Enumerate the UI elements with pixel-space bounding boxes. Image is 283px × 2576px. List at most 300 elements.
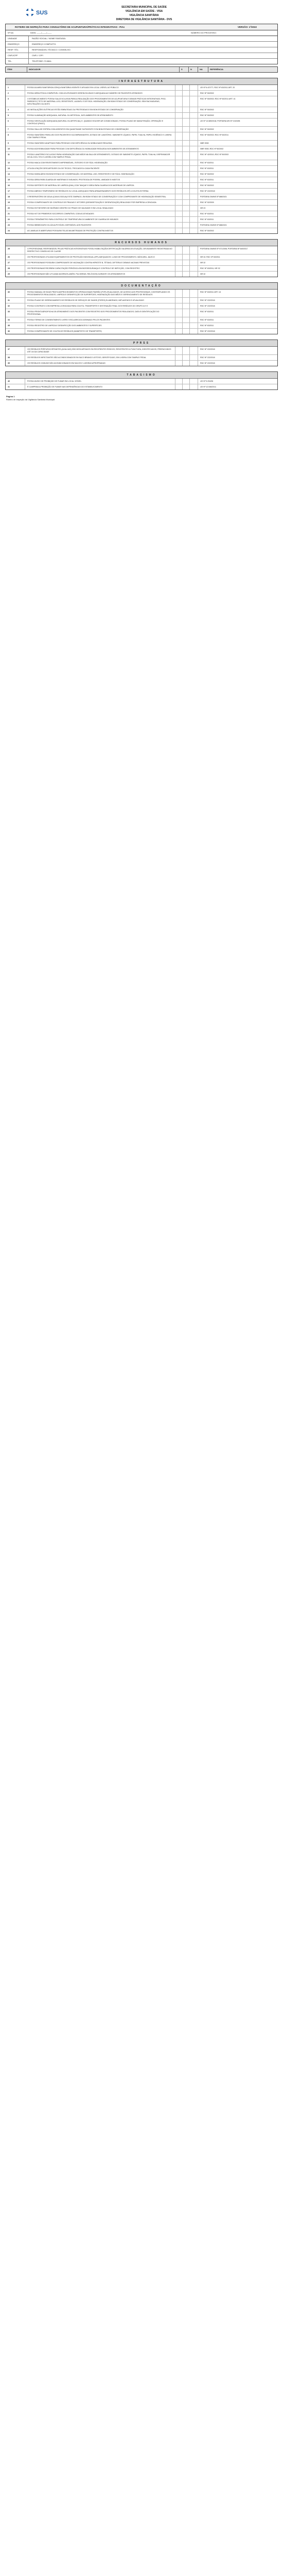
item-number: 32 (6, 303, 25, 309)
section-spacer (5, 277, 278, 282)
answer-cell-na[interactable] (190, 223, 198, 228)
item-number: 26 (6, 255, 25, 260)
answer-cell-na[interactable] (190, 255, 198, 260)
checklist-row (6, 323, 277, 329)
item-reference: NR 32; RDC Nº 63/2011 (200, 256, 220, 258)
checklist-row (6, 85, 277, 91)
answer-cell-n[interactable] (183, 329, 190, 334)
answer-cell-n[interactable] (183, 361, 190, 366)
section-spacer (5, 234, 278, 239)
answer-cell-s[interactable] (175, 189, 183, 194)
checklist-row (6, 91, 277, 96)
item-indicator: POSSUI REGISTRO DE LIMPEZA E DESINFECÇÃO DOS AMBIENTES E SUPERFÍCIES (25, 323, 175, 328)
item-reference: PORTARIA GM/MS Nº 888/2021 (200, 224, 227, 226)
answer-cell-s[interactable] (175, 172, 183, 177)
checklist-row (6, 255, 277, 260)
checklist-row (6, 217, 277, 223)
answer-cell-s[interactable] (175, 347, 183, 354)
answer-cell-s[interactable] (175, 317, 183, 323)
item-reference: RDC Nº 63/2011 (200, 167, 214, 170)
item-indicator: POSSUI MOBILIÁRIO EM BOM ESTADO DE CONSERVAÇÃO, DE MATERIAL LISO, RESISTENTE E DE FÁCIL HIGIENIZAÇÃO (25, 172, 175, 177)
item-reference: RDC Nº 63/2011 (200, 213, 214, 215)
item-indicator: POSSUI ÁREA PARA GUARDA DE MATERIAIS E INSUMOS, PROTEGIDA DE POEIRA, UMIDADE E INSETOS (25, 177, 175, 182)
item-indicator: O RESERVATÓRIO DE ÁGUA (CAIXA D'ÁGUA) ESTÁ TAMPADO, EM BOM ESTADO DE CONSERVAÇÃO E COM COMPROVANTE DE HIGIENIZAÇÃO SEMESTRAL (25, 194, 175, 199)
answer-cell-n[interactable] (183, 172, 190, 177)
section-title: DOCUMENTAÇÃO (6, 283, 277, 290)
answer-cell-n[interactable] (183, 384, 190, 389)
checklist-row (6, 211, 277, 217)
item-indicator: POSSUI DEPÓSITO DE MATERIAL DE LIMPEZA (DML) COM TANQUE E ÁREA PARA GUARDA DOS MATERIAIS DE LIMPEZA (25, 183, 175, 188)
answer-cell-n[interactable] (183, 266, 190, 271)
item-indicator: É CUMPRIDA A PROIBIÇÃO DE FUMAR NAS DEPENDÊNCIAS DO ESTABELECIMENTO (25, 384, 175, 389)
checklist-sections (5, 73, 278, 390)
checklist-row (6, 228, 277, 233)
answer-cell-n[interactable] (183, 200, 190, 205)
item-number: 19 (6, 200, 25, 205)
item-indicator: POSSUI AVISO DE PROIBIÇÃO DE FUMAR EM LOCAL VISÍVEL (25, 379, 175, 384)
answer-cell-s[interactable] (175, 200, 183, 205)
item-reference: RDC Nº 222/2018 (200, 330, 215, 332)
checklist-row (6, 146, 277, 152)
item-reference: LEI Nº 13.589/2018; PORTARIA MS Nº 3.523/98 (200, 120, 240, 122)
answer-cell-na[interactable] (190, 317, 198, 323)
answer-cell-s[interactable] (175, 160, 183, 165)
item-reference: LEI Nº 12.546/2011 (200, 386, 217, 388)
answer-cell-na[interactable] (190, 96, 198, 107)
info-key: UNIDADE (6, 36, 29, 41)
item-indicator: POSSUI PLANO DE GERENCIAMENTO DE RESÍDUOS DE SERVIÇOS DE SAÚDE (PGRSS) ELABORADO, IMPLANTADO E ATUALIZADO (25, 298, 175, 303)
checklist-row (6, 266, 277, 272)
establishment-info (5, 36, 278, 64)
answer-cell-s[interactable] (175, 329, 183, 334)
checklist-row (6, 152, 277, 160)
answer-cell-s[interactable] (175, 309, 183, 317)
item-reference: PORTARIA GM/MS Nº 888/2021 (200, 196, 227, 198)
meta-process: NÚMERO DO PROCESSO: (191, 31, 217, 34)
answer-cell-s[interactable] (175, 152, 183, 160)
answer-cell-s[interactable] (175, 107, 183, 112)
header-line: DIRETORIA DE VIGILÂNCIA SANITÁRIA - DVS (116, 18, 172, 21)
checklist-row (6, 355, 277, 361)
checklist-row (6, 189, 277, 194)
checklist-row (6, 309, 277, 317)
item-number: 10 (6, 146, 25, 151)
item-indicator: O PROFISSIONAL RESPONSÁVEL PELAS PRÁTICAS INTEGRATIVAS POSSUI HABILITAÇÃO/CERTIFICAÇÃO NA ÁREA DE ATUAÇÃO, DEVIDAMENTE REGISTRADA NO RESPECTIVO CONSELHO DE CLASSE (25, 246, 175, 254)
item-number: 8 (6, 132, 25, 140)
answer-cell-n[interactable] (183, 260, 190, 265)
answer-cell-n[interactable] (183, 160, 190, 165)
answer-cell-n[interactable] (183, 183, 190, 188)
answer-cell-s[interactable] (175, 183, 183, 188)
item-number: 30 (6, 290, 25, 297)
item-number: 20 (6, 206, 25, 211)
item-indicator: POSSUI SANITÁRIO PARA USO DOS PACIENTES E ACOMPANHANTES, DOTADO DE LAVATÓRIO, SABONETE LÍQUIDO, PAPEL TOALHA, PAPEL HIGIÊNICO E LIXEIRA COM TAMPA E PEDAL (25, 132, 175, 140)
answer-cell-s[interactable] (175, 113, 183, 118)
item-indicator: POSSUI BEBEDOURO OU ÁGUA POTÁVEL DISPONÍVEL AOS PACIENTES (25, 223, 175, 228)
answer-cell-s[interactable] (175, 91, 183, 96)
document-title (5, 24, 278, 30)
item-reference: RDC Nº 222/2018 (200, 305, 215, 307)
checklist-row (6, 107, 277, 113)
answer-cell-n[interactable] (183, 217, 190, 222)
item-number: 17 (6, 189, 25, 194)
answer-cell-s[interactable] (175, 118, 183, 126)
answer-cell-s[interactable] (175, 361, 183, 366)
checklist-section (5, 371, 278, 390)
answer-cell-n[interactable] (183, 355, 190, 360)
info-key: RESP. TÉC. (6, 47, 29, 53)
answer-cell-na[interactable] (190, 290, 198, 297)
answer-cell-s[interactable] (175, 260, 183, 265)
item-reference: RDC Nº 63/2011 (200, 311, 214, 313)
answer-cell-n[interactable] (183, 91, 190, 96)
item-reference: RDC Nº 42/2010; RDC Nº 50/2002 (200, 154, 229, 156)
answer-cell-n[interactable] (183, 298, 190, 303)
item-indicator: OS PROFISSIONAIS RECEBEM CAPACITAÇÃO PERIÓDICA EM BIOSSEGURANÇA E CONTROLE DE INFECÇÃO, COM REGISTRO (25, 266, 175, 271)
answer-cell-na[interactable] (190, 132, 198, 140)
item-number: 7 (6, 127, 25, 132)
item-indicator: OS RESÍDUOS INFECTANTES SÃO ACONDICIONADOS EM SACO BRANCO LEITOSO, IDENTIFICADO, EM LIXEIRA COM TAMPA E PEDAL (25, 355, 175, 360)
answer-cell-n[interactable] (183, 228, 190, 233)
checklist-row (6, 127, 277, 132)
answer-cell-n[interactable] (183, 379, 190, 384)
item-reference: LEI Nº 6.437/77; RDC Nº 63/2011 ART. 20 (200, 87, 235, 89)
col-item: ITEM (6, 67, 27, 72)
answer-cell-na[interactable] (190, 113, 198, 118)
answer-cell-s[interactable] (175, 217, 183, 222)
col-na: NA (198, 67, 208, 72)
answer-cell-n[interactable] (183, 211, 190, 216)
item-reference: RDC Nº 63/2011 ART. 18 (200, 291, 221, 293)
item-number: 40 (6, 379, 25, 384)
item-reference: RDC Nº 50/2002 (200, 230, 214, 232)
checklist-row (6, 206, 277, 211)
answer-cell-s[interactable] (175, 85, 183, 90)
answer-cell-na[interactable] (190, 85, 198, 90)
answer-cell-n[interactable] (183, 246, 190, 254)
answer-cell-s[interactable] (175, 141, 183, 146)
item-reference: RDC Nº 50/2002 (200, 184, 214, 187)
answer-cell-na[interactable] (190, 118, 198, 126)
answer-cell-n[interactable] (183, 189, 190, 194)
answer-cell-n[interactable] (183, 317, 190, 323)
item-reference: RDC Nº 50/2002; RDC Nº 63/2011 (200, 134, 229, 136)
answer-cell-na[interactable] (190, 355, 198, 360)
item-number: 1 (6, 85, 25, 90)
item-indicator: POSSUI COMPROVANTE DE COLETA DE RESÍDUOS (MANIFESTO DE TRANSPORTE) (25, 329, 175, 334)
answer-cell-s[interactable] (175, 323, 183, 328)
info-row (6, 47, 277, 53)
item-indicator: OS PROFISSIONAIS POSSUEM COMPROVANTE DE VACINAÇÃO CONTRA HEPATITE B, TÉTANO, DIFTERIA E DEMAIS VACINAS PREVISTAS (25, 260, 175, 265)
item-indicator: POSSUI MANUAL DE BOAS PRÁTICAS/PROCEDIMENTOS OPERACIONAIS PADRÃO (POP) ATUALIZADOS, DE ACESSO AOS PROFISSIONAIS, CONTEMPLANDO OS PROCEDIMENTOS REALIZADOS, LIMPEZA E DESINFECÇÃO DE SUPERFÍCIES, HIGIENIZAÇÃO DAS MÃOS E GERENCIAMENTO DE RESÍDUOS (25, 290, 175, 297)
item-number: 25 (6, 246, 25, 254)
item-reference: NBR 9050; RDC Nº 50/2002 (200, 148, 224, 150)
answer-cell-na[interactable] (190, 127, 198, 132)
section-title: PPRSS (6, 340, 277, 347)
answer-cell-na[interactable] (190, 211, 198, 216)
answer-cell-na[interactable] (190, 347, 198, 354)
answer-cell-na[interactable] (190, 177, 198, 182)
answer-cell-s[interactable] (175, 384, 183, 389)
checklist-section (5, 282, 278, 334)
section-spacer (5, 73, 278, 78)
answer-cell-na[interactable] (190, 146, 198, 151)
answer-cell-na[interactable] (190, 246, 198, 254)
meta-row (5, 30, 278, 36)
answer-cell-n[interactable] (183, 323, 190, 328)
answer-cell-na[interactable] (190, 309, 198, 317)
item-indicator: AS JANELAS E ABERTURAS POSSUEM TELAS MILIMETRADAS DE PROTEÇÃO CONTRA INSETOS (25, 228, 175, 233)
item-reference: RDC Nº 50/2002 (200, 128, 214, 130)
item-number: 14 (6, 172, 25, 177)
answer-cell-na[interactable] (190, 323, 198, 328)
checklist-row (6, 329, 277, 334)
header-line: VIGILÂNCIA SANITÁRIA (129, 14, 159, 17)
section-spacer (5, 366, 278, 371)
answer-cell-s[interactable] (175, 246, 183, 254)
item-reference: RDC Nº 63/2011; NR 32 (200, 267, 220, 269)
item-number: 4 (6, 107, 25, 112)
checklist-row (6, 298, 277, 303)
checklist-row (6, 118, 277, 127)
answer-cell-n[interactable] (183, 127, 190, 132)
item-number: 28 (6, 266, 25, 271)
section-spacer (5, 334, 278, 340)
answer-cell-na[interactable] (190, 272, 198, 277)
item-reference: LEI Nº 9.294/96 (200, 380, 214, 382)
item-reference: RDC Nº 50/2002 (200, 114, 214, 116)
answer-cell-s[interactable] (175, 211, 183, 216)
item-number: 38 (6, 355, 25, 360)
info-value: RESPONSÁVEL TÉCNICO / CONSELHO: (32, 48, 71, 51)
info-key: TEL. (6, 59, 29, 64)
page (5, 0, 278, 401)
item-number: 24 (6, 228, 25, 233)
checklist-row (6, 113, 277, 118)
answer-cell-na[interactable] (190, 228, 198, 233)
answer-cell-s[interactable] (175, 303, 183, 309)
checklist-section (5, 340, 278, 366)
col-n: N (189, 67, 198, 72)
answer-cell-s[interactable] (175, 96, 183, 107)
item-reference: RDC Nº 63/2011 (200, 319, 214, 321)
answer-cell-n[interactable] (183, 166, 190, 171)
item-number: 18 (6, 194, 25, 199)
answer-cell-na[interactable] (190, 172, 198, 177)
answer-cell-na[interactable] (190, 200, 198, 205)
item-indicator: POSSUI VENTILAÇÃO ADEQUADA (NATURAL OU ARTIFICIAL) E, QUANDO HOUVER AR CONDICIONADO, POSSUI PLANO DE MANUTENÇÃO, OPERAÇÃO E CONTROLE (PMOC) (25, 118, 175, 126)
item-reference: RDC Nº 50/2002 (200, 109, 214, 111)
info-row (6, 41, 277, 47)
answer-cell-n[interactable] (183, 132, 190, 140)
item-reference: PORTARIA GM/MS Nº 971/2006; PORTARIA Nº 849/2017 (200, 248, 248, 250)
item-number: 37 (6, 347, 25, 354)
answer-cell-n[interactable] (183, 107, 190, 112)
answer-cell-na[interactable] (190, 194, 198, 199)
answer-cell-s[interactable] (175, 177, 183, 182)
item-number: 27 (6, 260, 25, 265)
answer-cell-s[interactable] (175, 298, 183, 303)
item-reference: RDC Nº 63/2011 (200, 218, 214, 221)
item-number: 23 (6, 223, 25, 228)
item-number: 11 (6, 152, 25, 160)
answer-cell-s[interactable] (175, 166, 183, 171)
answer-cell-na[interactable] (190, 107, 198, 112)
answer-cell-n[interactable] (183, 206, 190, 211)
answer-cell-na[interactable] (190, 298, 198, 303)
header-line: VIGILÂNCIA EM SAÚDE - VISA (125, 10, 163, 13)
answer-cell-n[interactable] (183, 177, 190, 182)
item-reference: NR 23 (200, 207, 206, 209)
item-indicator: POSSUI ILUMINAÇÃO ADEQUADA, NATURAL OU ARTIFICIAL, NOS AMBIENTES DE ATENDIMENTO (25, 113, 175, 118)
checklist-row (6, 194, 277, 200)
answer-cell-n[interactable] (183, 96, 190, 107)
item-indicator: POSSUI KIT DE PRIMEIROS SOCORROS COMPATÍVEL COM AS ATIVIDADES (25, 211, 175, 216)
answer-cell-s[interactable] (175, 379, 183, 384)
answer-cell-s[interactable] (175, 146, 183, 151)
info-value: ENDEREÇO COMPLETO: (32, 43, 57, 45)
item-number: 9 (6, 141, 25, 146)
item-reference: RDC Nº 222/2018 (200, 362, 215, 364)
checklist-section (5, 78, 278, 234)
answer-cell-n[interactable] (183, 347, 190, 354)
item-reference: RDC Nº 222/2018 (200, 299, 215, 301)
info-key: ENDEREÇO (6, 42, 29, 47)
item-reference: RDC Nº 50/2002 (200, 92, 214, 94)
item-indicator: POSSUI ALVARÁ SANITÁRIO/LICENÇA SANITÁRIA VIGENTE E AFIXADO EM LOCAL VISÍVEL AO PÚBLICO (25, 85, 175, 90)
answer-cell-n[interactable] (183, 152, 190, 160)
item-indicator: POSSUI ÁREA FÍSICA COMPATÍVEL COM AS ATIVIDADES DESENVOLVIDAS E ADEQUADA AO NÚMERO DE PACIENTES ATENDIDOS (25, 91, 175, 96)
answer-cell-na[interactable] (190, 361, 198, 366)
item-indicator: O ESTABELECIMENTO POSSUI SALA EXCLUSIVA PARA A REALIZAÇÃO DOS PROCEDIMENTOS DE ACUPUNTURA E DEMAIS PRÁTICAS INTEGRATIVAS; PISO, PAREDES E TETO DE MATERIAL LISO, RESISTENTE, LAVÁVEL E DE FÁCIL HIGIENIZAÇÃO; EM BOM ESTADO DE CONSERVAÇÃO; SEM RACHADURAS, INFILTRAÇÕES OU MOFO (25, 96, 175, 107)
answer-cell-n[interactable] (183, 113, 190, 118)
checklist-row (6, 347, 277, 355)
info-value: RAZÃO SOCIAL / NOME FANTASIA: (32, 37, 66, 40)
answer-cell-na[interactable] (190, 166, 198, 171)
item-number: 35 (6, 323, 25, 328)
answer-cell-s[interactable] (175, 206, 183, 211)
document-header (5, 3, 278, 24)
item-indicator: POSSUI SALA DE ESPERA COM ASSENTOS EM QUANTIDADE SUFICIENTE E EM BOM ESTADO DE CONSERVAÇÃO (25, 127, 175, 132)
answer-cell-na[interactable] (190, 91, 198, 96)
item-indicator: POSSUI SANITÁRIO ADAPTADO PARA PESSOAS COM DEFICIÊNCIA OU MOBILIDADE REDUZIDA (25, 141, 175, 146)
answer-cell-n[interactable] (183, 309, 190, 317)
answer-cell-n[interactable] (183, 272, 190, 277)
item-number: 16 (6, 183, 25, 188)
answer-cell-n[interactable] (183, 255, 190, 260)
checklist-section (5, 239, 278, 277)
answer-cell-n[interactable] (183, 290, 190, 297)
item-number: 12 (6, 160, 25, 165)
item-reference: RDC Nº 50/2002; RDC Nº 63/2011 ART. 41 (200, 98, 236, 100)
item-reference: RDC Nº 63/2011 (200, 325, 214, 327)
answer-cell-s[interactable] (175, 355, 183, 360)
checklist-row (6, 183, 277, 189)
col-indicator: INDICADOR (27, 67, 180, 72)
item-indicator: POSSUI ABRIGO TEMPORÁRIO DE RESÍDUOS OU LOCAL ADEQUADO PARA ARMAZENAMENTO DOS RESÍDUOS ATÉ A COLETA EXTERNA (25, 189, 175, 194)
checklist-row (6, 172, 277, 177)
answer-cell-s[interactable] (175, 127, 183, 132)
item-number: 3 (6, 96, 25, 107)
checklist-row (6, 317, 277, 323)
answer-cell-na[interactable] (190, 152, 198, 160)
answer-cell-s[interactable] (175, 194, 183, 199)
col-reference: REFERÊNCIA (210, 68, 224, 71)
item-reference: NBR 9050 (200, 142, 209, 144)
checklist-row (6, 384, 277, 389)
answer-cell-n[interactable] (183, 223, 190, 228)
sus-logo (25, 5, 61, 20)
answer-cell-na[interactable] (190, 183, 198, 188)
item-indicator: POSSUI COMPROVANTE DE CONTROLE DE PRAGAS E VETORES (DESINSETIZAÇÃO E DESRATIZAÇÃO) REALIZADO POR EMPRESA LICENCIADA (25, 200, 175, 205)
item-number: 21 (6, 211, 25, 216)
answer-cell-n[interactable] (183, 194, 190, 199)
answer-cell-na[interactable] (190, 217, 198, 222)
answer-cell-s[interactable] (175, 266, 183, 271)
answer-cell-na[interactable] (190, 141, 198, 146)
answer-cell-s[interactable] (175, 223, 183, 228)
answer-cell-s[interactable] (175, 290, 183, 297)
item-reference: RDC Nº 63/2011 (200, 179, 214, 181)
checklist-row (6, 96, 277, 107)
answer-cell-na[interactable] (190, 160, 198, 165)
answer-cell-na[interactable] (190, 303, 198, 309)
checklist-row (6, 132, 277, 141)
section-title: INFRAESTRUTURA (6, 78, 277, 85)
answer-cell-s[interactable] (175, 272, 183, 277)
checklist-row (6, 272, 277, 277)
answer-cell-n[interactable] (183, 146, 190, 151)
item-number: 41 (6, 384, 25, 389)
answer-cell-na[interactable] (190, 206, 198, 211)
checklist-row (6, 290, 277, 298)
answer-cell-na[interactable] (190, 189, 198, 194)
info-row (6, 58, 277, 64)
item-indicator: POSSUI CONTRATO COM EMPRESA LICENCIADA PARA COLETA, TRANSPORTE E DESTINAÇÃO FINAL DOS RESÍDUOS DO GRUPO A E E (25, 303, 175, 309)
item-indicator: POSSUI TERMÔMETRO PARA CONTROLE DE TEMPERATURA DO AMBIENTE DE GUARDA DE INSUMOS (25, 217, 175, 222)
item-number: 2 (6, 91, 25, 96)
info-row (6, 36, 277, 41)
answer-cell-na[interactable] (190, 260, 198, 265)
answer-cell-s[interactable] (175, 228, 183, 233)
checklist-row (6, 200, 277, 206)
answer-cell-na[interactable] (190, 379, 198, 384)
answer-cell-na[interactable] (190, 266, 198, 271)
item-indicator: OS RESÍDUOS PERFUROCORTANTES (AGULHAS) SÃO DESCARTADOS EM RECIPIENTES RÍGIDOS, RESISTENTES À PUNCTURA, IDENTIFICADOS, PREENCHIDOS ATÉ 3/4 DA CAPACIDADE (25, 347, 175, 354)
answer-cell-n[interactable] (183, 118, 190, 126)
answer-cell-na[interactable] (190, 329, 198, 334)
checklist-column-header (5, 66, 278, 73)
checklist-row (6, 160, 277, 166)
item-reference: RDC Nº 222/2018 (200, 190, 215, 192)
item-number: 22 (6, 217, 25, 222)
item-number: 36 (6, 329, 25, 334)
answer-cell-s[interactable] (175, 255, 183, 260)
item-reference: RDC Nº 52/2009 (200, 201, 214, 204)
answer-cell-n[interactable] (183, 303, 190, 309)
answer-cell-s[interactable] (175, 132, 183, 140)
item-number: 31 (6, 298, 25, 303)
checklist-row (6, 166, 277, 172)
item-reference: RDC Nº 63/2011 (200, 162, 214, 164)
logo-text: SUS (36, 10, 48, 16)
answer-cell-n[interactable] (183, 85, 190, 90)
meta-date: DATA: ____/____/____ (30, 31, 52, 34)
answer-cell-na[interactable] (190, 384, 198, 389)
item-indicator: OS PROFISSIONAIS UTILIZAM EQUIPAMENTOS DE PROTEÇÃO INDIVIDUAL (EPI) ADEQUADOS: LUVAS DE PROCEDIMENTO, MÁSCARA, JALECO (25, 255, 175, 260)
answer-cell-n[interactable] (183, 141, 190, 146)
item-number: 5 (6, 113, 25, 118)
